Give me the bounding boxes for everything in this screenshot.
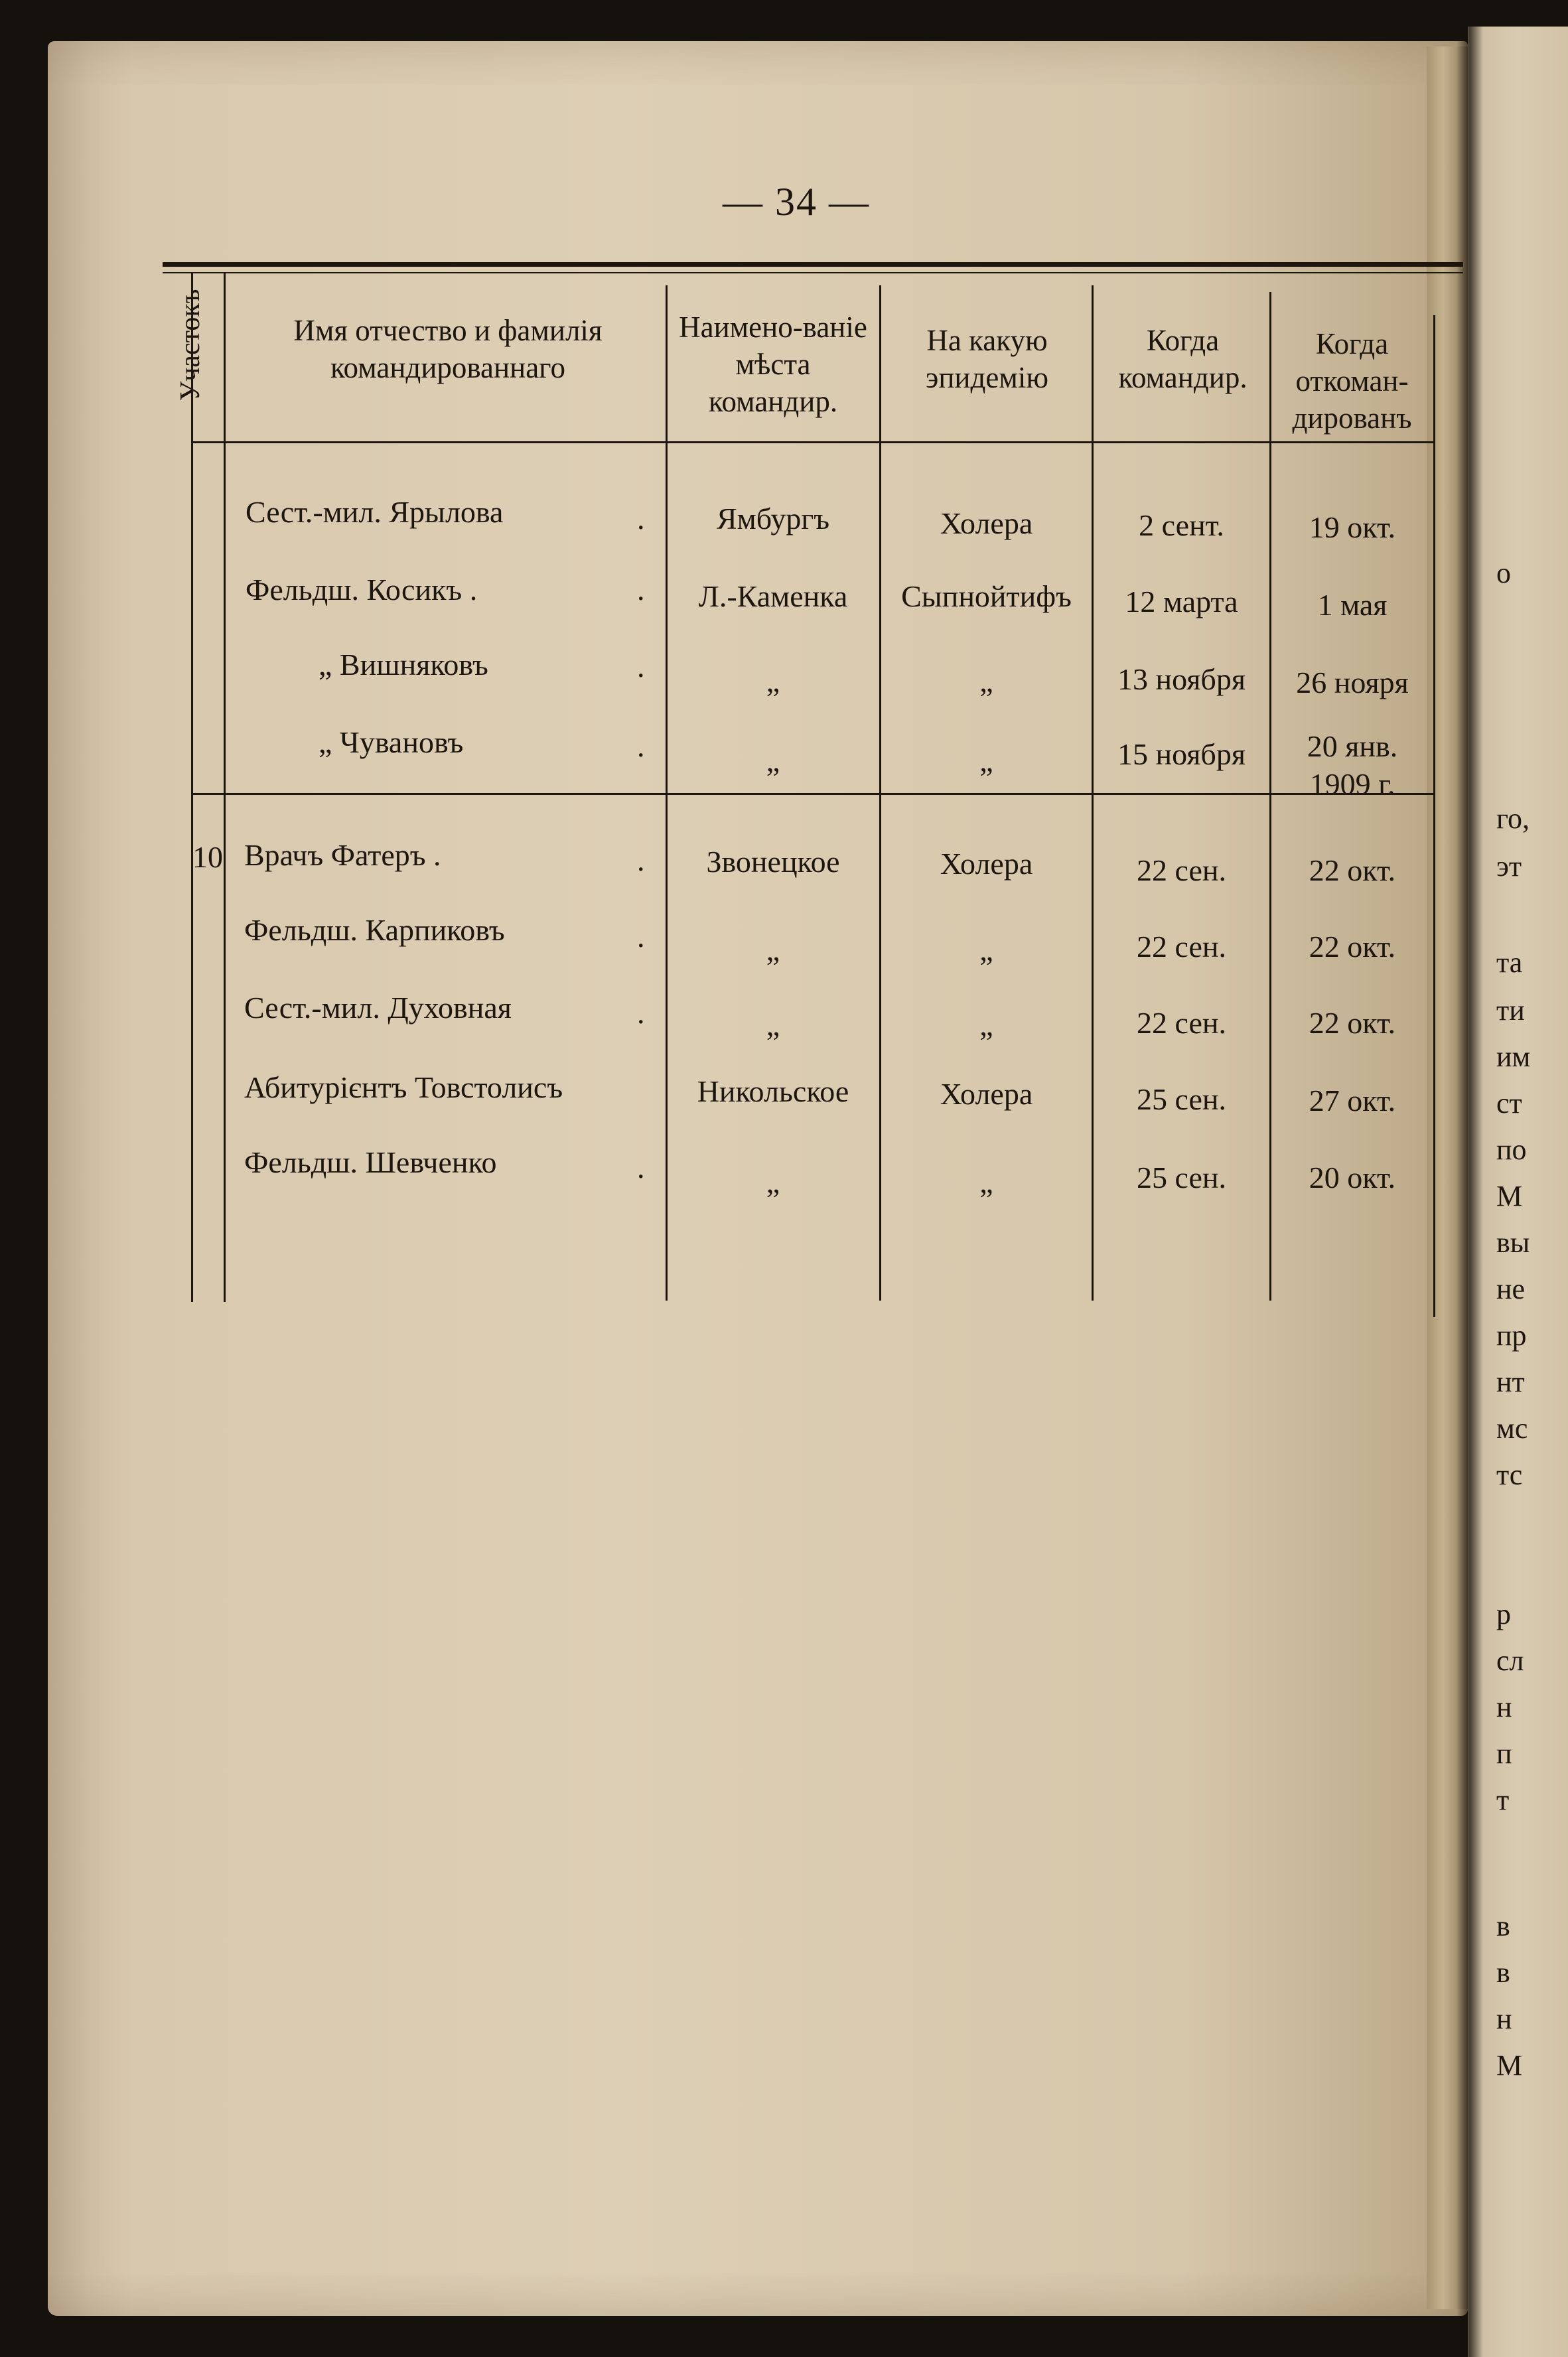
cell-epidemic: „ (979, 933, 993, 967)
facing-text: по (1496, 1133, 1527, 1166)
cell-dot: . (637, 920, 645, 954)
cell-recalled: 22 окт. (1309, 853, 1396, 887)
facing-text: п (1496, 1737, 1512, 1770)
col-line (666, 285, 668, 1301)
cell-epidemic: „ (979, 744, 993, 778)
cell-place: „ (766, 664, 780, 698)
facing-text: го, (1496, 802, 1530, 835)
group-separator-rule (192, 793, 1433, 795)
header-epidemic: На какую эпидемію (926, 324, 1048, 394)
cell-name: Врачъ Фатеръ . (244, 838, 441, 872)
cell-sent: 12 марта (1125, 585, 1238, 618)
cell-dot: . (637, 650, 645, 683)
facing-text: та (1496, 946, 1523, 979)
spine-shadow (1457, 27, 1483, 2357)
col-line (224, 273, 226, 1302)
cell-sent: 25 сен. (1136, 1161, 1226, 1194)
facing-text: М (1496, 1180, 1523, 1212)
facing-text: нт (1496, 1366, 1525, 1398)
facing-text: сл (1496, 1644, 1524, 1677)
header-sent: Когда командир. (1118, 324, 1247, 394)
cell-sent: 13 ноября (1117, 662, 1246, 696)
facing-text: эт (1496, 850, 1522, 883)
facing-text: н (1496, 1691, 1512, 1723)
cell-sent: 22 сен. (1136, 930, 1226, 964)
col-line (1433, 315, 1435, 1317)
cell-place: Ямбургъ (716, 502, 830, 536)
cell-recalled: 26 нояря (1296, 666, 1409, 699)
cell-epidemic: Сыпнойтифъ (901, 579, 1072, 613)
facing-text: тс (1496, 1459, 1523, 1491)
facing-text: пр (1496, 1319, 1527, 1352)
facing-text: им (1496, 1040, 1531, 1073)
facing-text: о (1496, 557, 1511, 589)
table-top-rule-thin (163, 272, 1463, 273)
header-name: Имя отчество и фамилія командированнаго (293, 314, 603, 384)
cell-name: „ Чувановъ (319, 725, 464, 759)
cell-sent: 15 ноября (1117, 737, 1246, 771)
facing-text: в (1496, 1910, 1510, 1942)
cell-place: „ (766, 1008, 780, 1042)
cell-dot: . (637, 843, 645, 877)
facing-text: вы (1496, 1226, 1530, 1259)
cell-place: „ (766, 744, 780, 778)
cell-name: Фельдш. Карпиковъ (244, 913, 505, 947)
cell-recalled: 27 окт. (1309, 1084, 1396, 1117)
cell-sent: 25 сен. (1136, 1082, 1226, 1116)
cell-epidemic: Холера (940, 506, 1033, 540)
facing-text: т (1496, 1784, 1510, 1816)
cell-place: Л.-Каменка (698, 579, 848, 613)
cell-name: Фельдш. Косикъ . (246, 573, 478, 607)
table-top-rule (163, 262, 1463, 267)
cell-dot: . (637, 729, 645, 763)
cell-sent: 22 сен. (1136, 853, 1226, 887)
cell-recalled: 20 янв. (1307, 729, 1398, 763)
header-recalled: Когда откоман-дированъ (1292, 327, 1412, 435)
cell-name: Абитурієнтъ Товстолисъ (244, 1070, 563, 1104)
facing-text: р (1496, 1598, 1511, 1630)
cell-dot: . (637, 502, 645, 536)
cell-dot: . (637, 1151, 645, 1184)
cell-dot: . (637, 573, 645, 607)
facing-text: не (1496, 1273, 1526, 1305)
cell-recalled-year: 1909 г. (1309, 767, 1395, 801)
col-line (1092, 285, 1094, 1301)
cell-name: Сест.-мил. Ярылова (246, 495, 504, 529)
cell-recalled: 22 окт. (1309, 1006, 1396, 1040)
facing-text: мс (1496, 1412, 1528, 1445)
header-bottom-rule (192, 441, 1433, 443)
cell-epidemic: „ (979, 1008, 993, 1042)
cell-recalled: 20 окт. (1309, 1161, 1396, 1194)
cell-epidemic: „ (979, 664, 993, 698)
cell-name: Фельдш. Шевченко (244, 1145, 497, 1179)
header-district: Участокъ (175, 289, 206, 401)
cell-epidemic: Холера (940, 847, 1033, 881)
cell-dot: . (637, 996, 645, 1030)
cell-place: „ (766, 1165, 780, 1199)
facing-text: ти (1496, 994, 1525, 1027)
cell-epidemic: Холера (940, 1077, 1033, 1111)
cell-place: Звонецкое (706, 845, 840, 879)
cell-name: Сест.-мил. Духовная (244, 991, 512, 1025)
page-number: — 34 — (723, 180, 870, 224)
cell-recalled: 22 окт. (1309, 930, 1396, 964)
facing-text: н (1496, 2003, 1512, 2035)
cell-place: Никольское (697, 1074, 849, 1108)
cell-sent: 22 сен. (1136, 1006, 1226, 1040)
cell-name: „ Вишняковъ (319, 648, 488, 681)
header-place: Наимено-ваніе мѣста командир. (679, 311, 867, 418)
cell-recalled: 1 мая (1317, 588, 1388, 622)
cell-recalled: 19 окт. (1309, 510, 1396, 544)
facing-text: в (1496, 1956, 1510, 1989)
facing-text: М (1496, 2049, 1523, 2082)
facing-text: ст (1496, 1087, 1522, 1119)
cell-sent: 2 сент. (1139, 508, 1224, 542)
cell-epidemic: „ (979, 1165, 993, 1199)
district-number: 10 (192, 840, 223, 874)
cell-place: „ (766, 933, 780, 967)
col-line (879, 285, 881, 1301)
